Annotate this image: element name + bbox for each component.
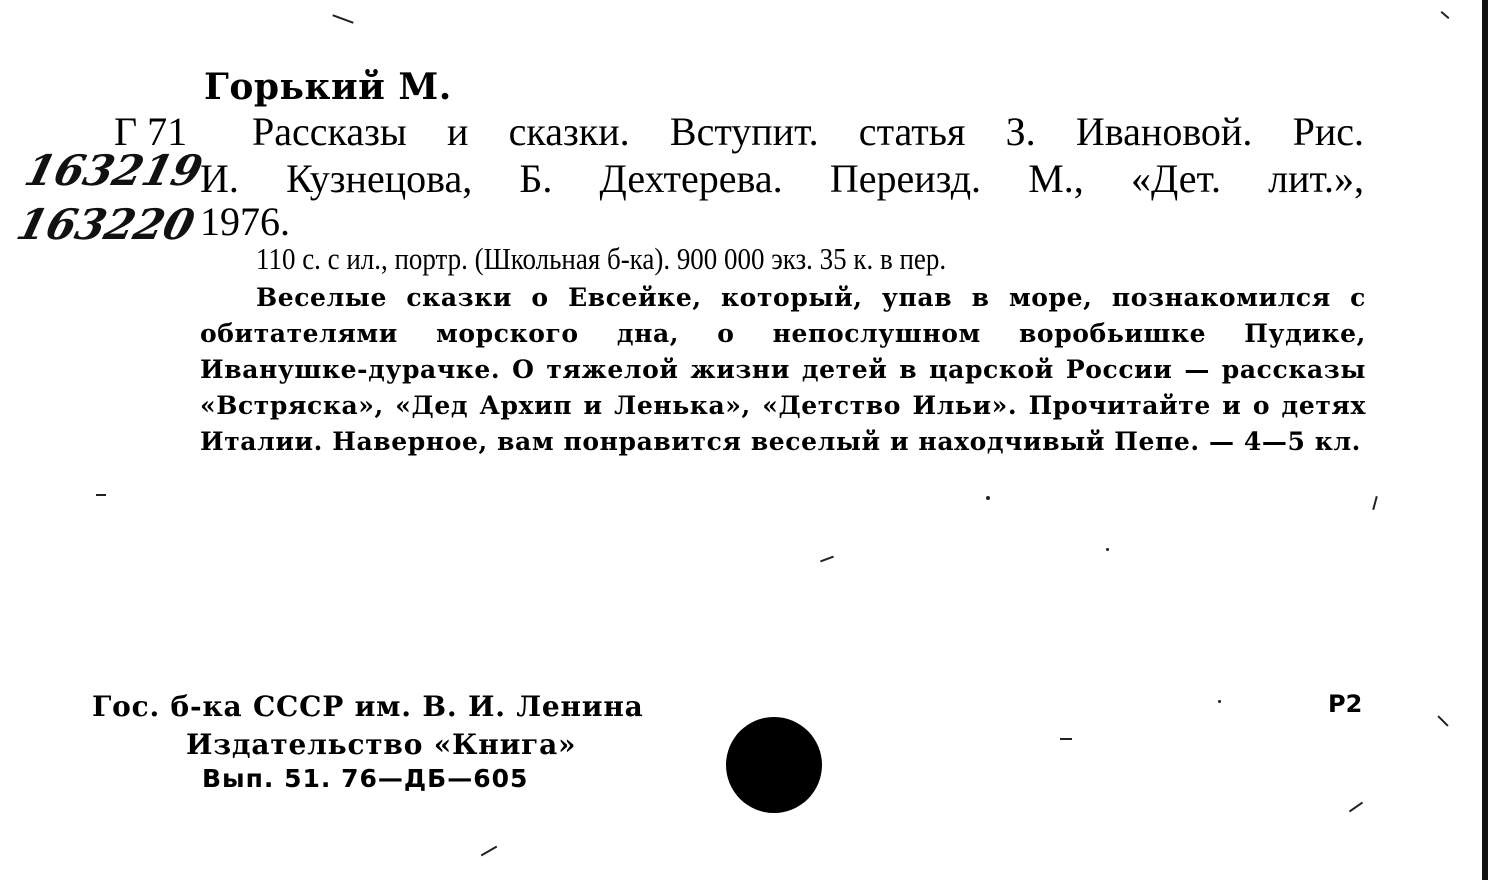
handwritten-inventory-number-2: 163220 bbox=[11, 200, 200, 249]
scan-speck bbox=[1106, 548, 1109, 551]
bibliographic-line-2: И. Кузнецова, Б. Дехтерева. Переизд. М., «Дет. лит.», bbox=[200, 156, 1364, 201]
scan-speck bbox=[986, 496, 990, 500]
handwritten-inventory-number-1: 163219 bbox=[19, 146, 208, 195]
card-author: Горький М. bbox=[204, 66, 452, 108]
footer-library-line: Гос. б-ка СССР им. В. И. Ленина bbox=[92, 690, 644, 723]
scan-speck bbox=[481, 846, 498, 857]
scan-speck bbox=[1437, 715, 1448, 726]
scan-speck bbox=[1441, 11, 1450, 19]
bibliographic-line-3: 1976. bbox=[200, 199, 290, 244]
footer-publisher-line: Издательство «Книга» bbox=[186, 728, 577, 761]
call-number: Г 71 bbox=[114, 109, 188, 154]
card-edge bbox=[1482, 0, 1488, 880]
punched-hole bbox=[726, 717, 822, 813]
scan-speck bbox=[332, 14, 353, 23]
scan-speck bbox=[1372, 496, 1378, 510]
scan-speck bbox=[96, 494, 106, 496]
scan-speck bbox=[820, 556, 834, 563]
annotation-text: Веселые сказки о Евсейке, который, упав в море, познакомился с обитателями морского дна, о непослушном воробьишке Пудике, Иванушке-дурачке. О тяжелой жизни детей в царской России — рассказы «Встряска», «Дед Архип и Ленька», «Детство Ильи». Прочитайте и о детях Италии. Наверное, вам понравится веселый и находчивый Пепе. — 4—5 кл. bbox=[200, 283, 1366, 456]
collation-line: 110 с. с ил., портр. (Школьная б-ка). 900 000 экз. 35 к. в пер. bbox=[256, 241, 947, 276]
bibliographic-line-1: Рассказы и сказки. Вступит. статья З. Ивановой. Рис. bbox=[252, 109, 1364, 154]
scan-speck bbox=[1218, 700, 1221, 703]
scan-speck bbox=[1349, 802, 1363, 813]
scan-speck bbox=[1060, 738, 1072, 740]
classification-code: Р2 bbox=[1328, 690, 1363, 718]
footer-issue-line: Вып. 51. 76—ДБ—605 bbox=[202, 764, 529, 793]
